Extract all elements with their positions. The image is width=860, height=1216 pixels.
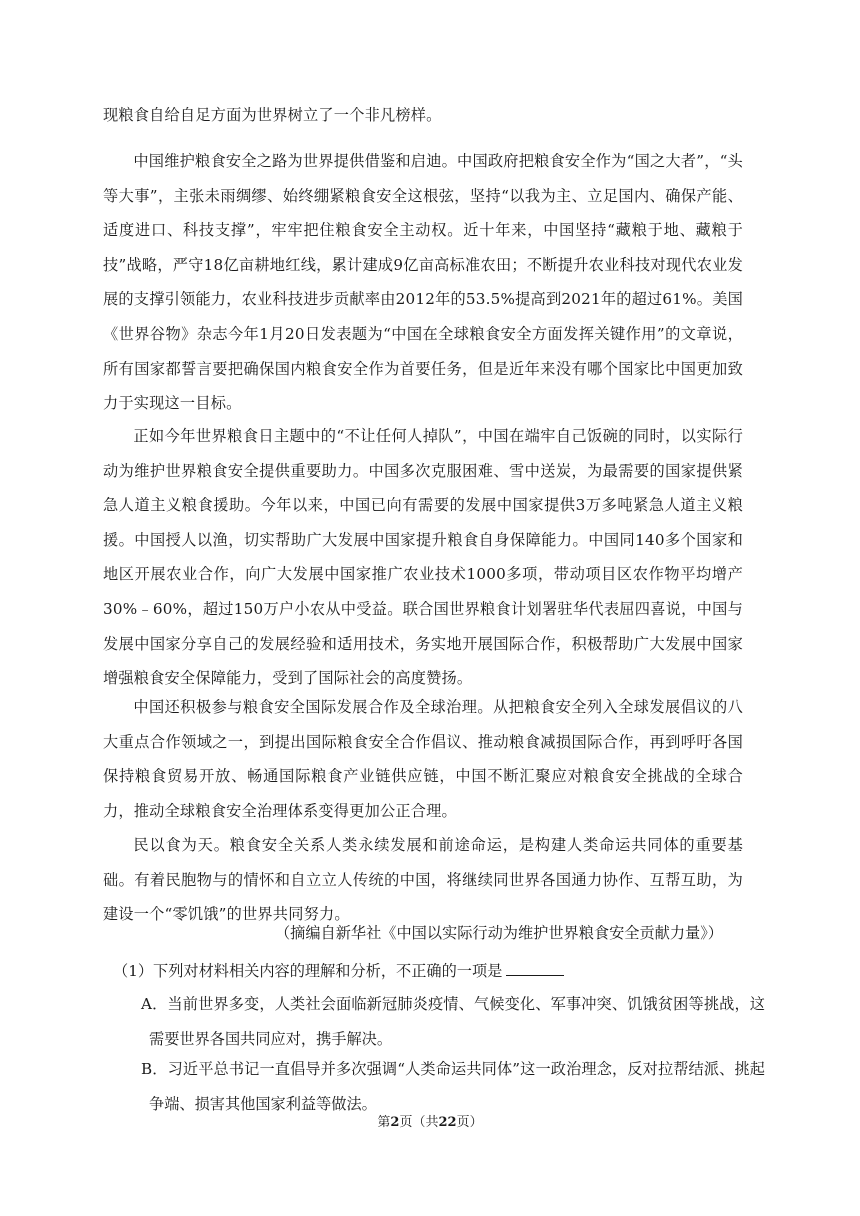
footer-middle: 页（共 [399,1115,439,1130]
footer-page-number: 2 [390,1115,400,1130]
paragraph-global-governance: 中国还积极参与粮食安全国际发展合作及全球治理。从把粮食安全列入全球发展倡议的八大重点合作领域之一，到提出国际粮食安全合作倡议、推动粮食减损国际合作，再到呼吁各国保持粮食贸易开放、畅通国际粮食产业链供应链，中国不断汇聚应对粮食安全挑战的全球合力，推动全球粮食安全治理体系变得更加公正合理。 [103,698,743,820]
footer-prefix: 第 [377,1115,391,1130]
paragraph-world-food-day: 正如今年世界粮食日主题中的“不让任何人掉队”，中国在端牢自己饭碗的同时，以实际行动为维护世界粮食安全提供重要助力。中国多次克服困难、雪中送炭，为最需要的国家提供紧急人道主义粮食援助。今年以来，中国已向有需要的发展中国家提供3万多吨紧急人道主义粮援。中国授人以渔，切实帮助广大发展中国家提升粮食自身保障能力。中国同140多个国家和地区开展农业合作，向广大发展中国家推广农业技术1000多项，带动项目区农作物平均增产30%﹣60%，超过150万户小农从中受益。联合国世界粮食计划署驻华代表屈四喜说，中国与发展中国家分享自己的发展经验和适用技术，务实地开展国际合作，积极帮助广大发展中国家增强粮食安全保障能力，受到了国际社会的高度赞扬。 [103,427,743,688]
option-a: A．当前世界多变，人类社会面临新冠肺炎疫情、气候变化、军事冲突、饥饿贫困等挑战，这需要世界各国共同应对，携手解决。 [141,995,765,1048]
question-stem-text: （1）下列对材料相关内容的理解和分析，不正确的一项是 [113,962,503,980]
source-citation: （摘编自新华社《中国以实际行动为维护世界粮食安全贡献力量》） [274,924,723,942]
paragraph-conclusion: 民以食为天。粮食安全关系人类永续发展和前途命运，是构建人类命运共同体的重要基础。有着民胞物与的情怀和自立立人传统的中国，将继续同世界各国通力协作、互帮互助，为建设一个“零饥饿”的世界共同努力。 [103,836,743,924]
question-stem [113,960,564,981]
page-footer [0,1111,860,1130]
answer-blank[interactable] [506,961,564,976]
footer-total-pages: 22 [438,1115,457,1130]
paragraph-continued: 现粮食自给自足方面为世界树立了一个非凡榜样。 [103,106,442,124]
paragraph-china-food-security-path: 中国维护粮食安全之路为世界提供借鉴和启迪。中国政府把粮食安全作为“国之大者”，“头等大事”，主张未雨绸缪、始终绷紧粮食安全这根弦，坚持“以我为主、立足国内、确保产能、适度进口、科技支撑”，牢牢把住粮食安全主动权。近十年来，中国坚持“藏粮于地、藏粮于技”战略，严守18亿亩耕地红线，累计建成9亿亩高标准农田；不断提升农业科技对现代农业发展的支撑引领能力，农业科技进步贡献率由2012年的53.5%提高到2021年的超过61%。美国《世界谷物》杂志今年1月20日发表题为“中国在全球粮食安全方面发挥关键作用”的文章说，所有国家都誓言要把确保国内粮食安全作为首要任务，但是近年来没有哪个国家比中国更加致力于实现这一目标。 [103,152,743,413]
option-b: B．习近平总书记一直倡导并多次强调“人类命运共同体”这一政治理念，反对拉帮结派、挑起争端、损害其他国家利益等做法。 [141,1060,765,1113]
footer-suffix: 页） [456,1115,483,1130]
